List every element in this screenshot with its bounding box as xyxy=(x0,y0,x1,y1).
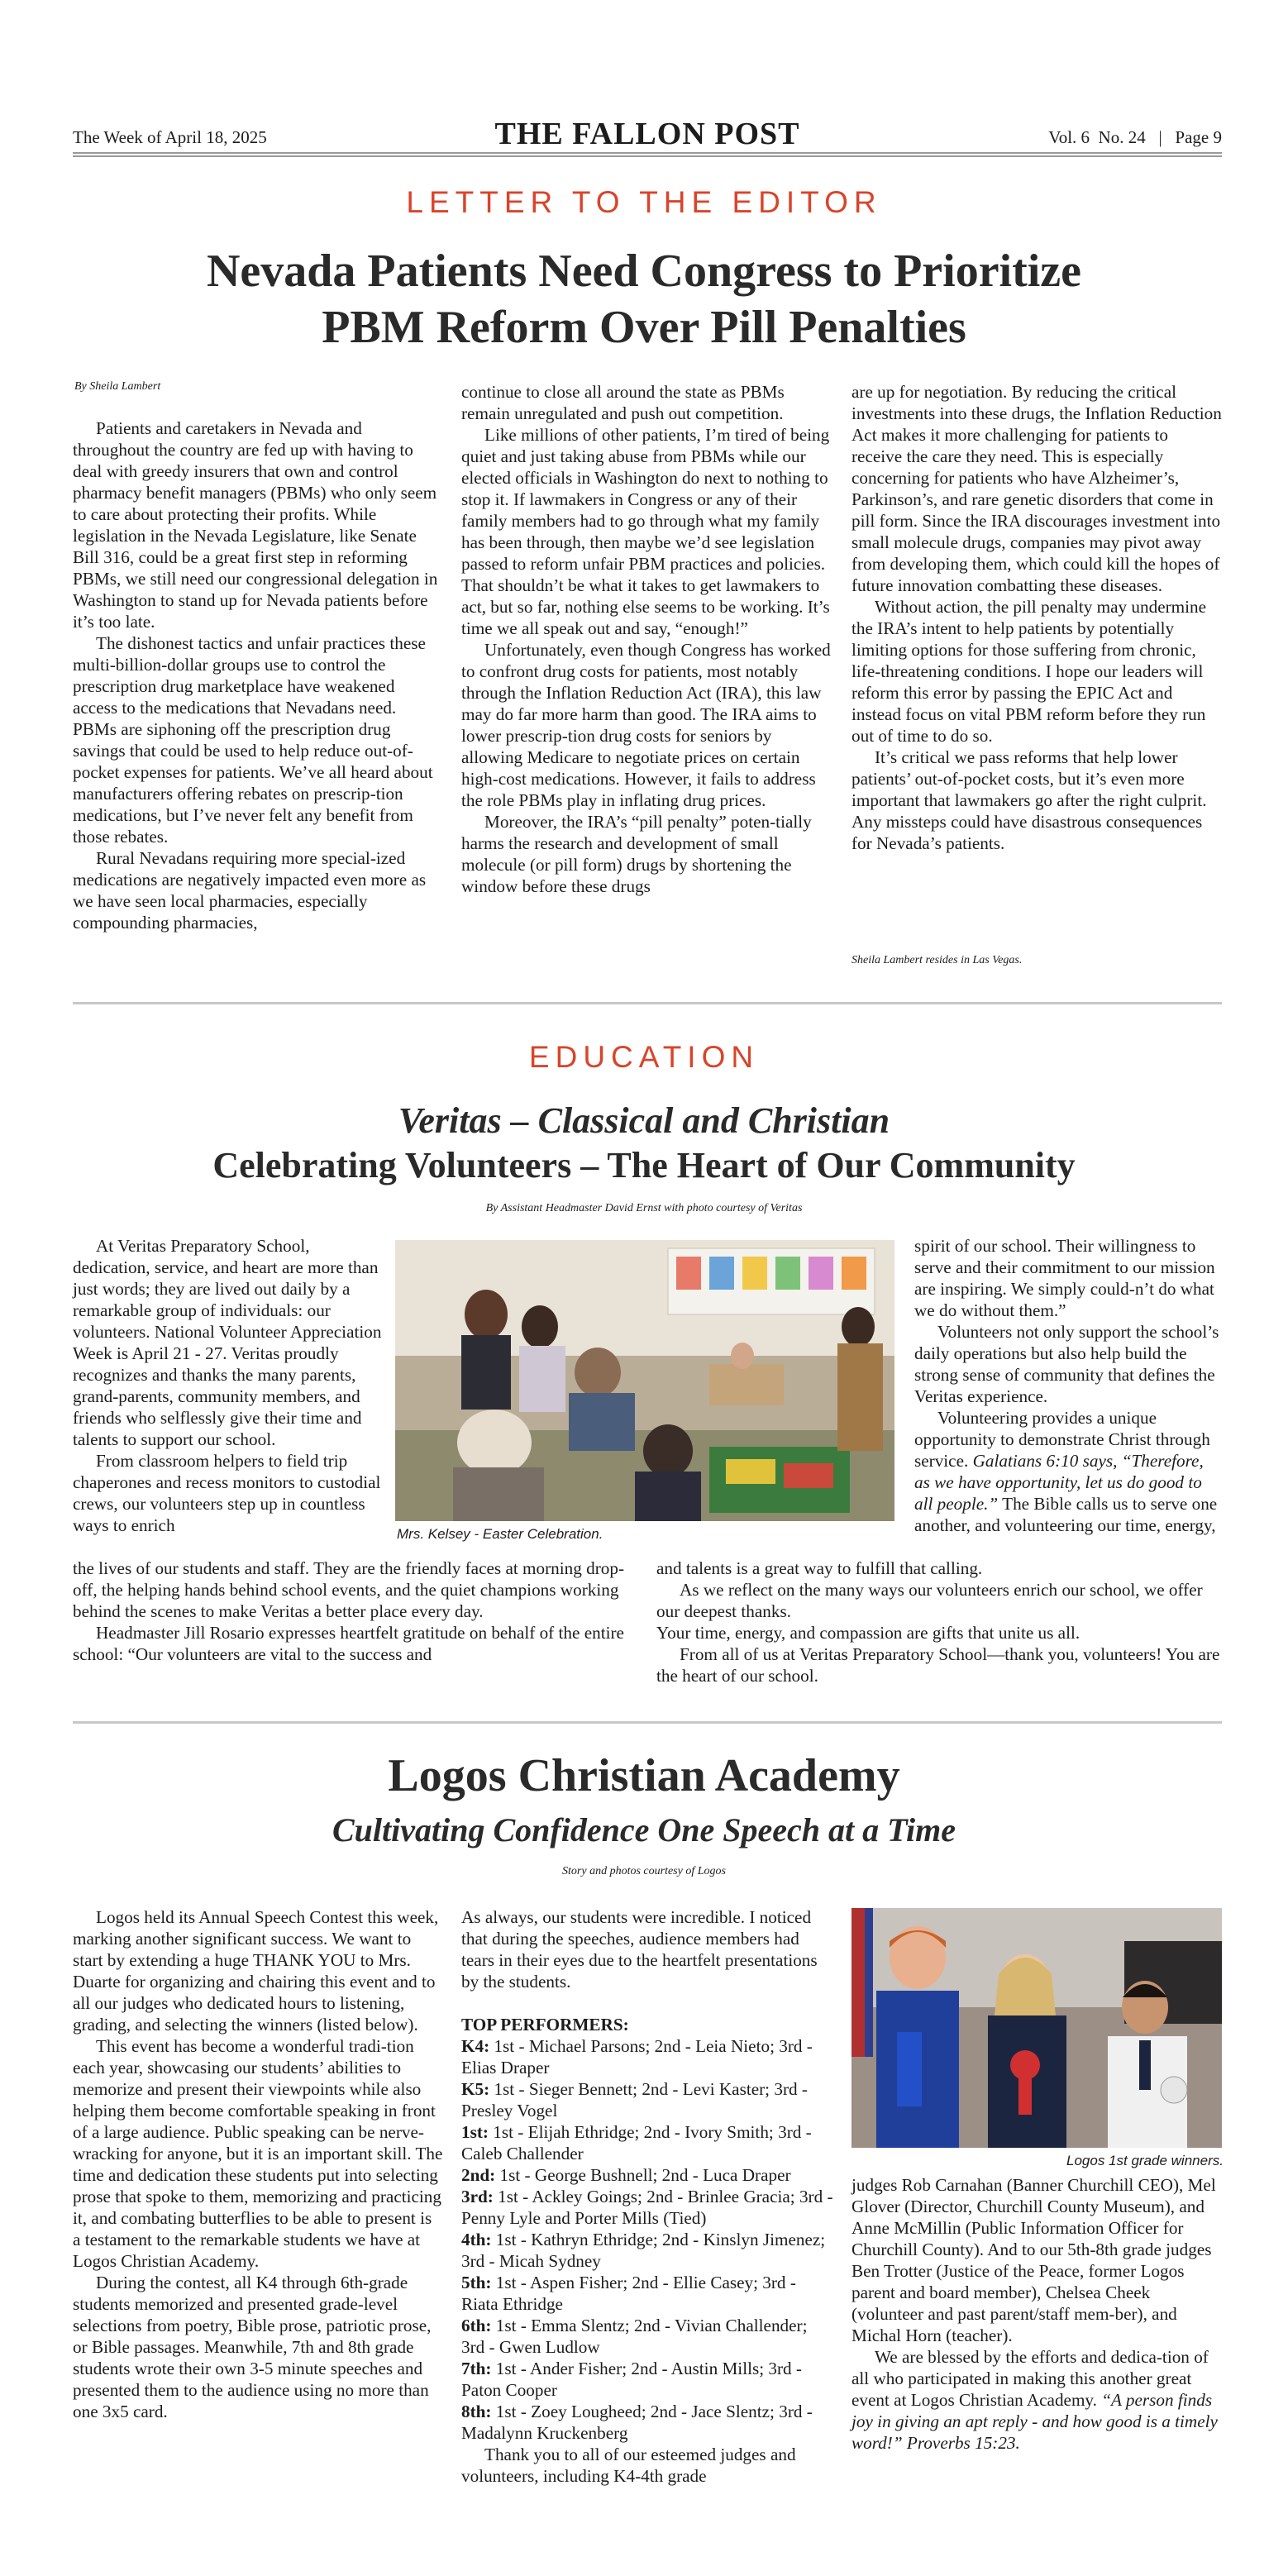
performer-grade: K5: xyxy=(461,2079,490,2099)
volume-page: Vol. 6 No. 24 | Page 9 xyxy=(1048,127,1222,147)
section-kicker-letter: LETTER TO THE EDITOR xyxy=(406,185,882,219)
paragraph: During the contest, all K4 through 6th-grade students memorized and presented grade-level selections from poetry, Bible prose, patriotic prose, or Bible passages. Meanwhile, 7th and 8th grade students wrote their own 3-5 minute speeches and presented them to the audience using no more than one 3x5 card. xyxy=(73,2273,432,2421)
paragraph: Logos held its Annual Speech Contest this week, marking another significant success. We want to start by extending a huge THANK YOU to Mrs. Duarte for organizing and chairing this event and to all our judges who dedicated hours to listening, grading, and selecting the winners (listed below). xyxy=(73,1907,439,2035)
performer-row xyxy=(461,2035,833,2078)
paragraph: Your time, energy, and compassion are gifts that unite us all. xyxy=(656,1623,1080,1643)
logos-column-1 xyxy=(73,1906,443,2422)
performer-grade: 6th: xyxy=(461,2316,492,2335)
performer-names: 1st - Michael Parsons; 2nd - Leia Nieto; 3rd - Elias Draper xyxy=(461,2036,813,2077)
performer-row xyxy=(461,2272,833,2315)
logos-column-3 xyxy=(852,2174,1224,2454)
letter-column-2 xyxy=(461,381,833,897)
paragraph: Rural Nevadans requiring more special-ized medications are negatively impacted even more as we have seen local pharmacies, especially compounding pharmacies, xyxy=(73,848,427,933)
logos-headline: Logos Christian Academy xyxy=(388,1750,900,1801)
paragraph: As we reflect on the many ways our volunteers enrich our school, we offer our deepest thanks. xyxy=(656,1580,1203,1621)
top-performers-title: TOP PERFORMERS: xyxy=(461,2015,629,2035)
letter-byline: By Sheila Lambert xyxy=(74,380,161,393)
letter-column-3 xyxy=(852,381,1222,854)
performer-names: 1st - Emma Slentz; 2nd - Vivian Challender; 3rd - Gwen Ludlow xyxy=(461,2316,808,2357)
paragraph: Unfortunately, even though Congress has worked to confront drug costs for patients, most notably through the Inflation Reduction Act (IRA), this law may do far more harm than good. The IRA aims to lower prescrip-tion drug costs for seniors by allowing Medicare to negotiate prices on certain high-cost medications. However, it fails to address the role PBMs play in inflating drug prices. xyxy=(461,640,831,810)
paragraph: From all of us at Veritas Preparatory School—thank you, volunteers! You are the heart of our school. xyxy=(656,1644,1220,1686)
performer-grade: K4: xyxy=(461,2036,490,2056)
performer-grade: 4th: xyxy=(461,2230,492,2249)
education-column-1 xyxy=(73,1235,385,1536)
section-divider xyxy=(73,1721,1222,1724)
performer-names: 1st - Ackley Goings; 2nd - Brinlee Gracia; 3rd - Penny Lyle and Porter Mills (Tied) xyxy=(461,2187,833,2228)
logos-photo-caption: Logos 1st grade winners. xyxy=(1066,2153,1224,2168)
education-byline: By Assistant Headmaster David Ernst with photo courtesy of Veritas xyxy=(485,1202,803,1214)
paragraph: judges Rob Carnahan (Banner Churchill CEO), Mel Glover (Director, Churchill County Museum), and Anne McMillin (Public Information Officer for Churchill County). And to our 5th-8th grade judges Ben Trotter (Justice of the Peace, former Logos parent and board member), Chelsea Cheek (volunteer and past parent/staff mem-ber), and Michal Horn (teacher). xyxy=(852,2175,1216,2345)
education-span-right xyxy=(656,1558,1222,1686)
paragraph: From classroom helpers to field trip chaperones and recess monitors to custodial crews, our volunteers step up in countless ways to enrich xyxy=(73,1451,381,1535)
education-column-3 xyxy=(914,1235,1222,1536)
paragraph: Patients and caretakers in Nevada and throughout the country are fed up with having to deal with greedy insurers that own and control pharmacy benefit managers (PBMs) who only seem to care about protecting their profits. While legislation in the Nevada Legislature, like Senate Bill 316, could be a great first step in reforming PBMs, we still need our congressional delegation in Washington to stand up for Nevada patients before it’s too late. xyxy=(73,418,438,632)
performer-names: 1st - Zoey Lougheed; 2nd - Jace Slentz; 3rd - Madalynn Kruckenberg xyxy=(461,2402,813,2443)
performer-grade: 7th: xyxy=(461,2359,492,2378)
classroom-photo-illustration xyxy=(395,1240,894,1521)
letter-headline-line-2: PBM Reform Over Pill Penalties xyxy=(322,302,966,353)
section-divider xyxy=(73,1002,1222,1004)
performer-grade: 1st: xyxy=(461,2122,489,2142)
performer-grade: 3rd: xyxy=(461,2187,494,2206)
paragraph: The dishonest tactics and unfair practices these multi-billion-dollar groups use to control the prescription drug marketplace have weakened access to the medications that Nevadans need. PBMs are siphoning off the prescription drug savings that could be used to help reduce out-of-pocket expenses for patients. We’ve all heard about manufacturers offering rebates on prescrip-tion medications, but I’ve never felt any benefit from those rebates. xyxy=(73,633,433,847)
issue-date: The Week of April 18, 2025 xyxy=(73,127,267,147)
paragraph: It’s critical we pass reforms that help lower patients’ out-of-pocket costs, but it’s even more important that lawmakers go after the right culprit. Any missteps could have disastrous consequences for Nevada’s patients. xyxy=(852,747,1207,853)
performer-row xyxy=(461,2078,833,2121)
paragraph: Without action, the pill penalty may undermine the IRA’s intent to help patients by potentially limiting options for those suffering from chronic, life-threatening conditions. I hope our leaders will reform this error by passing the EPIC Act and instead focus on vital PBM reform before they run out of time to do so. xyxy=(852,597,1207,746)
paragraph: Volunteers not only support the school’s daily operations but also help build the strong sense of community that defines the Veritas experience. xyxy=(914,1322,1219,1406)
performer-names: 1st - George Bushnell; 2nd - Luca Draper xyxy=(495,2165,791,2185)
performer-row xyxy=(461,2229,833,2272)
paragraph: Thank you to all of our esteemed judges and volunteers, including K4-4th grade xyxy=(461,2445,796,2486)
education-span-left xyxy=(73,1558,638,1665)
paragraph: are up for negotiation. By reducing the critical investments into these drugs, the Inflation Reduction Act makes it more challenging for patients to receive the care they need. This is especially concerning for patients who have Alzheimer’s, Parkinson’s, and rare genetic disorders that come in pill form. Since the IRA discourages investment into small molecule drugs, companies may pivot away from developing them, which could kill the hopes of future innovation combatting these diseases. xyxy=(852,382,1222,595)
paragraph: This event has become a wonderful tradi-tion each year, showcasing our students’ abilities to memorize and present their viewpoints while also helping them become comfortable speaking in front of a large audience. Public speaking can be nerve-wracking for anyone, but it is an important skill. The time and dedication these students put into selecting prose that spoke to them, memorizing and practicing it, and combating butterflies to be able to present is a testament to the remarkable students we have at Logos Christian Academy. xyxy=(73,2036,443,2271)
logos-byline: Story and photos courtesy of Logos xyxy=(562,1865,726,1877)
paragraph: continue to close all around the state as PBMs remain unregulated and push out competition. xyxy=(461,382,785,423)
veritas-volunteers-photo xyxy=(395,1240,894,1521)
performer-row xyxy=(461,2121,833,2164)
paragraph: Like millions of other patients, I’m tired of being quiet and just taking abuse from PBMs while our elected officials in Washington do next to nothing to stop it. If lawmakers in Congress or any of their family members had to go through what my family has been through, then maybe we’d see legislation passed to reform unfair PBM practices and policies. That shouldn’t be what it takes to get lawmakers to act, but so far, nothing else seems to be working. It’s time we all speak out and say, “enough!” xyxy=(461,425,830,638)
paragraph: the lives of our students and staff. They are the friendly faces at morning drop-off, the helping hands behind school events, and the quiet champions working behind the scenes to make Veritas a better place every day. xyxy=(73,1558,625,1621)
performer-grade: 2nd: xyxy=(461,2165,496,2185)
education-subhead: Veritas – Classical and Christian xyxy=(398,1100,890,1141)
scripture-quote: Galatians 6:10 says, “Therefore, as we have opportunity, let us do good to all people.” xyxy=(914,1451,1204,1514)
letter-signoff: Sheila Lambert resides in Las Vegas. xyxy=(852,954,1023,966)
performer-names: 1st - Ander Fisher; 2nd - Austin Mills; 3rd - Paton Cooper xyxy=(461,2359,802,2400)
paragraph: spirit of our school. Their willingness to serve and their commitment to our mission are inspiring. We simply could-n’t do what we do without them.” xyxy=(914,1236,1215,1320)
performer-row xyxy=(461,2315,833,2358)
letter-headline-line-1: Nevada Patients Need Congress to Prioritize xyxy=(206,246,1082,297)
letter-headline xyxy=(0,243,1288,355)
top-performers-list xyxy=(461,2035,833,2444)
scripture-quote: “A person finds joy in giving an apt reply - and how good is a timely word!” Proverbs 15:23. xyxy=(852,2390,1218,2453)
performer-names: 1st - Aspen Fisher; 2nd - Ellie Casey; 3rd - Riata Ethridge xyxy=(461,2273,796,2314)
paragraph: Moreover, the IRA’s “pill penalty” poten-tially harms the research and development of small molecule (or pill form) drugs by shortening the window before these drugs xyxy=(461,812,812,896)
logos-subhead: Cultivating Confidence One Speech at a Time xyxy=(332,1811,956,1849)
newspaper-title: THE FALLON POST xyxy=(494,117,800,151)
performer-row xyxy=(461,2164,833,2186)
education-headline: Celebrating Volunteers – The Heart of Our Community xyxy=(212,1145,1076,1185)
veritas-photo-caption: Mrs. Kelsey - Easter Celebration. xyxy=(397,1526,603,1542)
section-kicker-education: EDUCATION xyxy=(528,1040,760,1074)
paragraph: Headmaster Jill Rosario expresses heartfelt gratitude on behalf of the entire school: “Our volunteers are vital to the success and xyxy=(73,1623,624,1664)
performer-names: 1st - Sieger Bennett; 2nd - Levi Kaster; 3rd - Presley Vogel xyxy=(461,2079,808,2120)
performer-grade: 5th: xyxy=(461,2273,492,2292)
text: Volunteering provides a unique opportunity to demonstrate Christ through service. xyxy=(914,1408,1210,1471)
logos-column-2 xyxy=(461,1906,833,2487)
winners-photo-illustration xyxy=(852,1908,1222,2148)
performer-row xyxy=(461,2401,833,2444)
performer-row xyxy=(461,2186,833,2229)
performer-names: 1st - Elijah Ethridge; 2nd - Ivory Smith; 3rd - Caleb Challender xyxy=(461,2122,812,2163)
performer-row xyxy=(461,2358,833,2401)
logos-winners-photo xyxy=(852,1908,1222,2148)
text: The Bible calls us to serve one another, and volunteering our time, energy, xyxy=(914,1494,1218,1535)
paragraph: As always, our students were incredible. I noticed that during the speeches, audience members had tears in their eyes due to the heartfelt presentations by the students. xyxy=(461,1907,818,1992)
paragraph xyxy=(852,2346,1224,2454)
paragraph xyxy=(914,1407,1222,1536)
letter-column-1 xyxy=(73,417,443,933)
masthead xyxy=(73,116,1222,157)
performer-grade: 8th: xyxy=(461,2402,492,2421)
performer-names: 1st - Kathryn Ethridge; 2nd - Kinslyn Jimenez; 3rd - Micah Sydney xyxy=(461,2230,826,2271)
paragraph: and talents is a great way to fulfill that calling. xyxy=(656,1558,983,1578)
text: We are blessed by the efforts and dedica-tion of all who participated in making this another great event at Logos Christian Academy. xyxy=(852,2347,1209,2410)
paragraph: At Veritas Preparatory School, dedication, service, and heart are more than just words; they are lived out daily by a remarkable group of individuals: our volunteers. National Volunteer Appreciation Week is April 21 - 27. Veritas proudly recognizes and thanks the many parents, grand-parents, community members, and friends who selflessly give their time and talents to support our school. xyxy=(73,1236,382,1449)
